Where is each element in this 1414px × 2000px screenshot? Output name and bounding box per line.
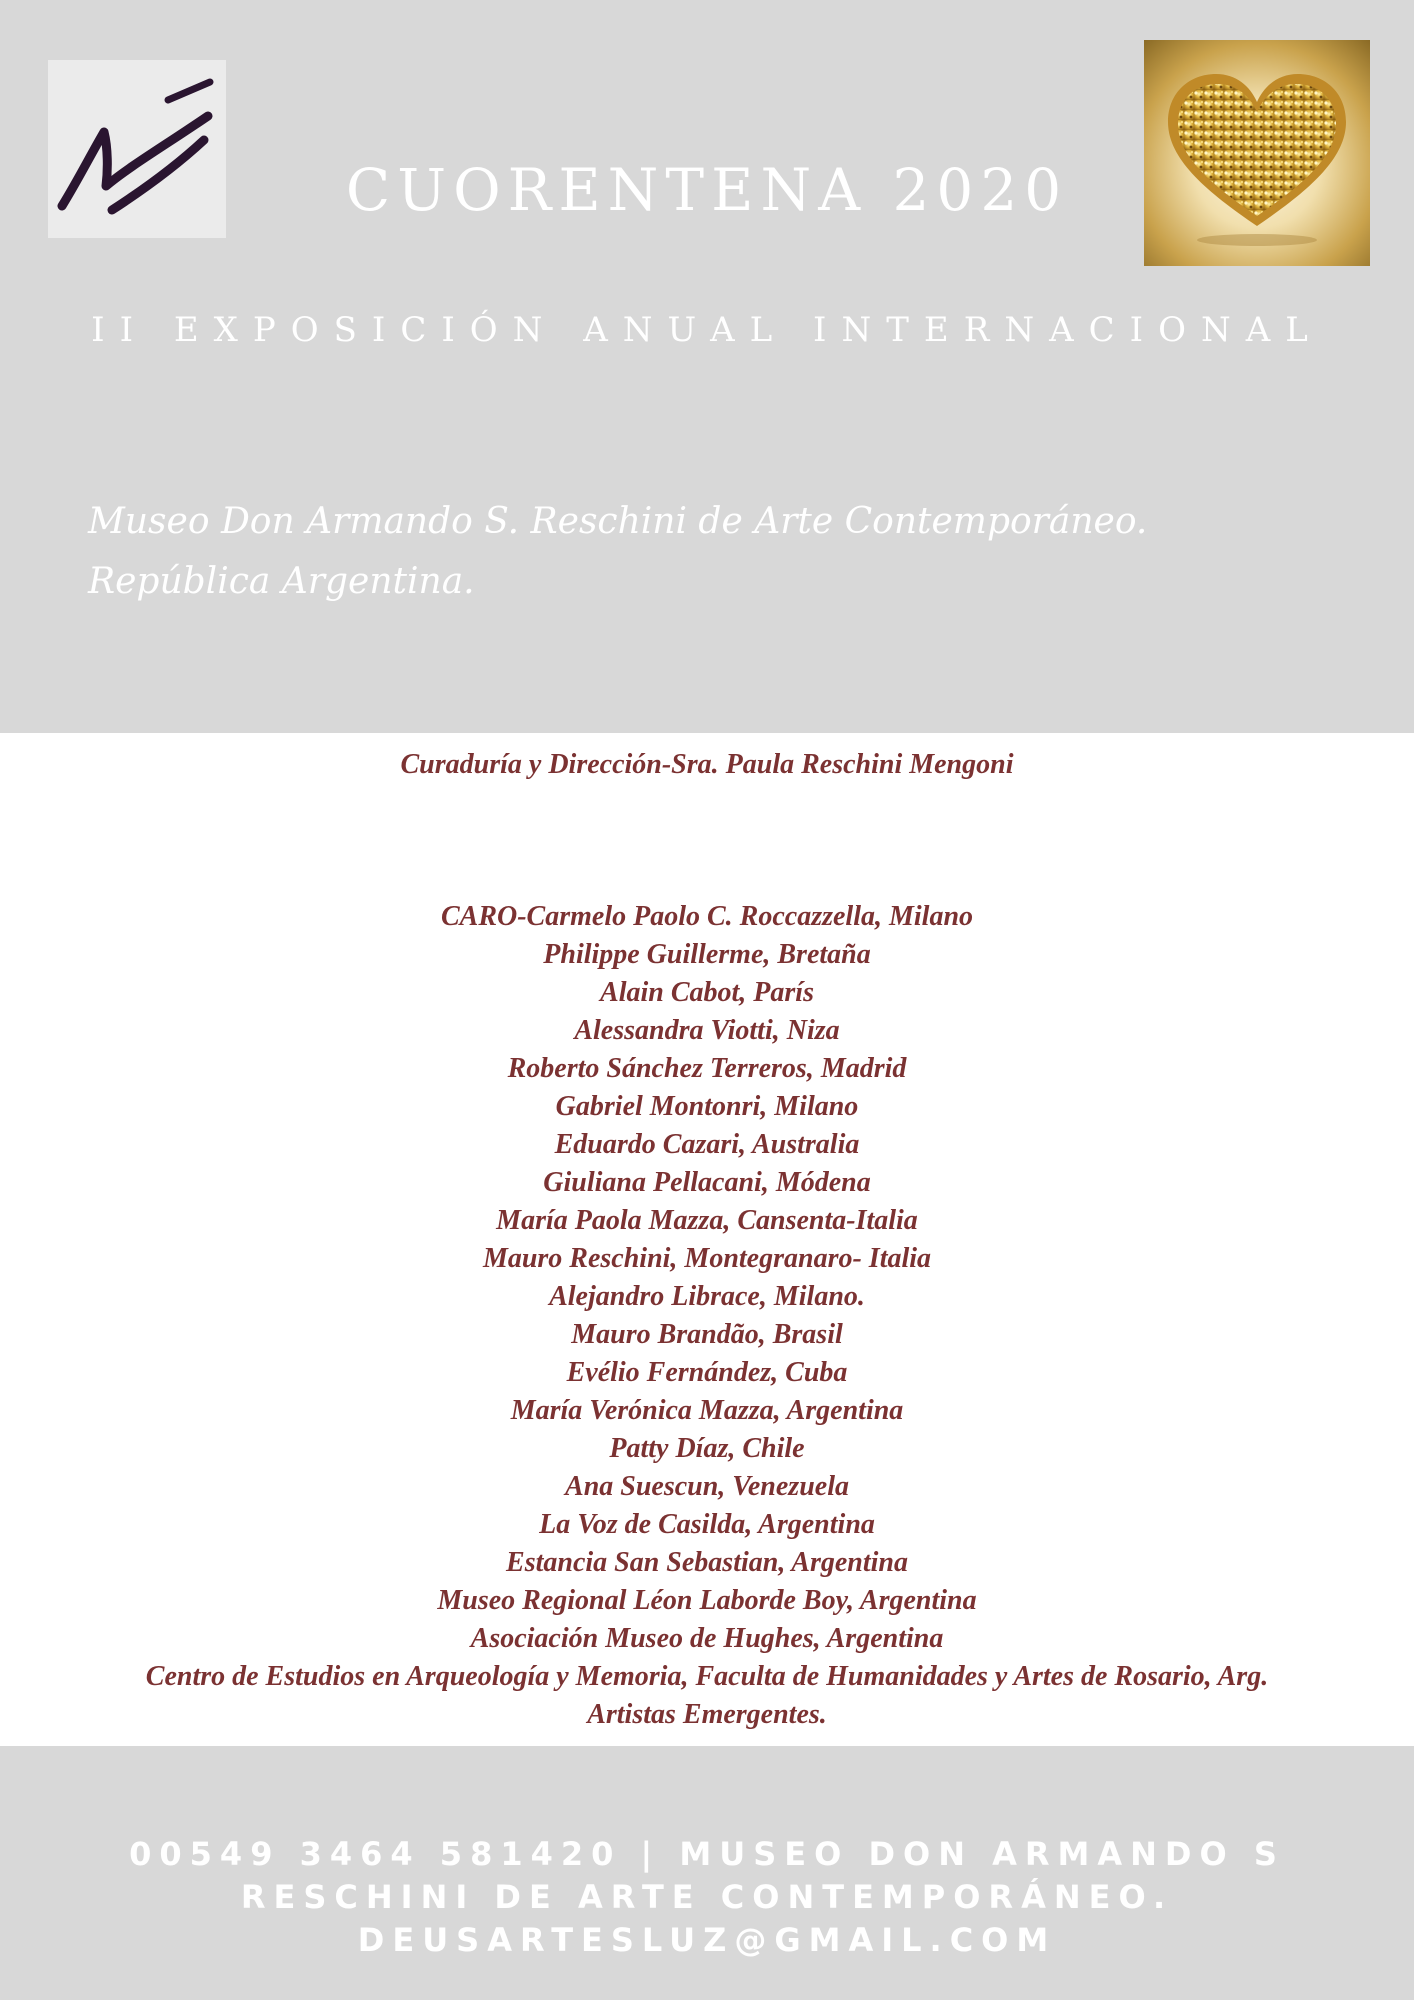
participant-item: CARO-Carmelo Paolo C. Roccazzella, Milano xyxy=(440,901,974,932)
curator-line: Curaduría y Dirección-Sra. Paula Reschini Mengoni xyxy=(400,749,1014,780)
participant-item: Alain Cabot, París xyxy=(600,977,814,1008)
contact-line-phone-museum: 00549 3464 581420 | MUSEO DON ARMANDO S xyxy=(129,1835,1285,1873)
participant-item: Eduardo Cazari, Australia xyxy=(554,1129,860,1160)
participant-item: Mauro Reschini, Montegranaro- Italia xyxy=(482,1243,932,1274)
page-title: CUORENTENA 2020 xyxy=(345,156,1069,224)
contact-info xyxy=(0,1833,1414,1962)
participant-item: Artistas Emergentes. xyxy=(587,1699,827,1730)
participant-item: La Voz de Casilda, Argentina xyxy=(539,1509,875,1540)
participant-item: Estancia San Sebastian, Argentina xyxy=(506,1547,908,1578)
participant-item: Mauro Brandão, Brasil xyxy=(571,1319,843,1350)
participant-item: Centro de Estudios en Arqueología y Memoria, Faculta de Humanidades y Artes de Rosario, Arg. xyxy=(145,1661,1269,1692)
contact-line-email: DEUSARTESLUZ@GMAIL.COM xyxy=(357,1921,1057,1959)
participant-item: Alessandra Viotti, Niza xyxy=(574,1015,840,1046)
participant-item: Giuliana Pellacani, Módena xyxy=(543,1167,871,1198)
participant-item: Museo Regional Léon Laborde Boy, Argentina xyxy=(437,1585,977,1616)
participant-item: María Verónica Mazza, Argentina xyxy=(510,1395,904,1426)
contact-line-museum: RESCHINI DE ARTE CONTEMPORÁNEO. xyxy=(240,1878,1174,1916)
footer-band xyxy=(0,1746,1414,2000)
participant-item: Evélio Fernández, Cuba xyxy=(566,1357,848,1388)
participant-item: Roberto Sánchez Terreros, Madrid xyxy=(507,1053,907,1084)
header-band xyxy=(0,0,1414,733)
museum-name: Museo Don Armando S. Reschini de Arte Contemporáneo. República Argentina. xyxy=(88,501,1148,602)
participant-item: Ana Suescun, Venezuela xyxy=(565,1471,849,1502)
participant-item: Asociación Museo de Hughes, Argentina xyxy=(470,1623,944,1654)
participant-item: María Paola Mazza, Cansenta-Italia xyxy=(496,1205,918,1236)
participant-item: Patty Díaz, Chile xyxy=(609,1433,805,1464)
participant-item: Philippe Guillerme, Bretaña xyxy=(543,939,871,970)
participant-item: Gabriel Montonri, Milano xyxy=(555,1091,859,1122)
page-subtitle: II EXPOSICIÓN ANUAL INTERNACIONAL xyxy=(91,310,1323,350)
participant-item: Alejandro Librace, Milano. xyxy=(549,1281,865,1312)
participants-list xyxy=(0,898,1414,1734)
